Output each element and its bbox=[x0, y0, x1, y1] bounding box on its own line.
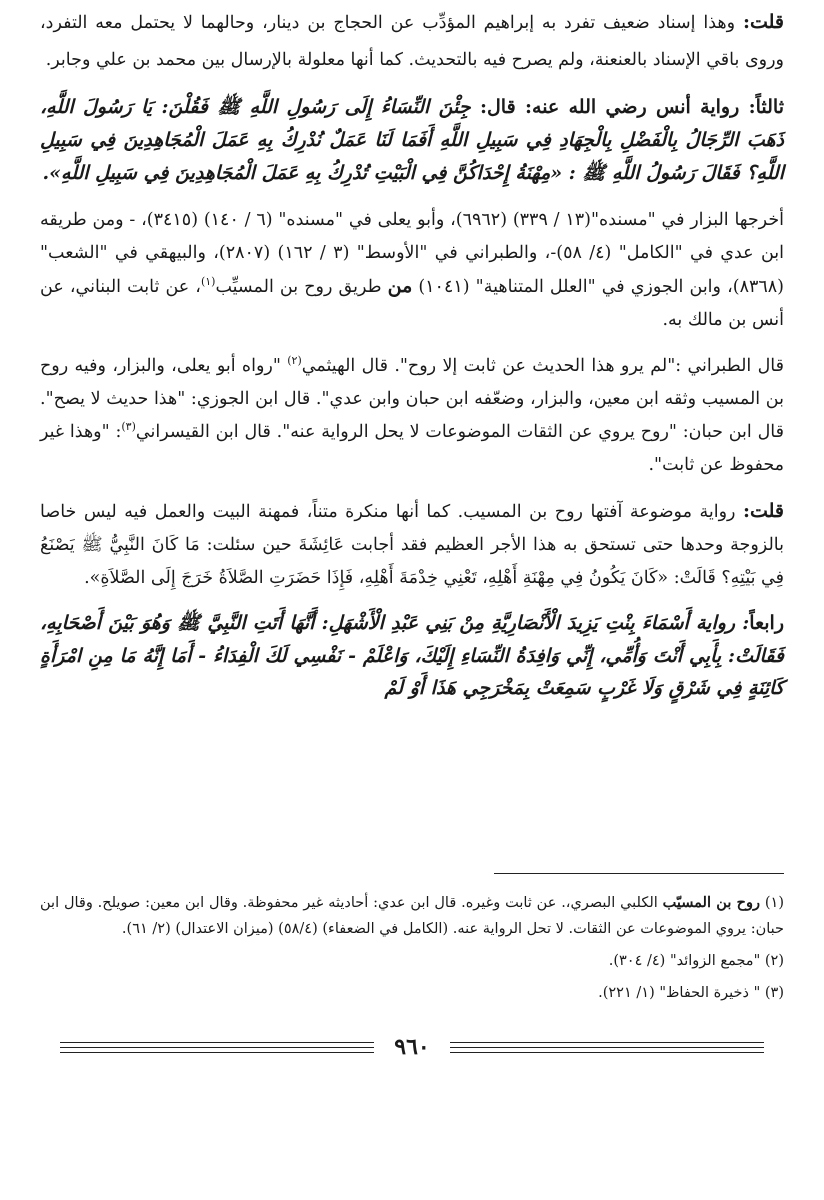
footnotes-section bbox=[40, 873, 784, 1012]
paragraph-text: وهذا إسناد ضعيف تفرد به إبراهيم المؤدِّب عن الحجاج بن دينار، وحالهما لا يحتمل معه التفرد، وروى باقي الإسناد بالعنعنة، ولم يصرح فيه بالتحديث. كما أنها معلولة بالإرسال بين محمد بن علي وجابر. bbox=[40, 13, 784, 70]
paragraph-text: "رواه أبو يعلى، والبزار، وفيه روح بن المسيب وثقه ابن معين، والبزار، وضعّفه ابن حبان وابن عدي". قال ابن الجوزي: "هذا حديث لا يصح". قال ابن حبان: "روح يروي عن الثقات الموضوعات لا يحل الرواية عنه". قال ابن القيسراني bbox=[40, 356, 784, 442]
paragraph-qult-2 bbox=[40, 495, 784, 595]
footnote-ref[interactable]: (٢) bbox=[287, 354, 302, 368]
footnote-ref[interactable]: (٣) bbox=[121, 420, 136, 434]
footnote-number: (١) bbox=[764, 895, 784, 911]
footnote-text: "مجمع الزوائد" (٤/ ٣٠٤). bbox=[608, 953, 765, 969]
footnote-subject: روح بن المسيّب bbox=[662, 894, 760, 911]
paragraph-rabian bbox=[40, 608, 784, 706]
page-number: ٩٦٠ bbox=[394, 1034, 430, 1060]
page-body bbox=[40, 4, 784, 719]
footer-rule-right bbox=[450, 1038, 764, 1057]
footnote-ref[interactable]: (١) bbox=[200, 275, 216, 289]
footnote-text: " ذخيرة الحفاظ" (١/ ٢٢١). bbox=[598, 985, 765, 1001]
paragraph-qult-1 bbox=[40, 4, 784, 78]
paragraph-lead: قلت: bbox=[742, 500, 784, 522]
footnote-number: (٣) bbox=[764, 985, 784, 1001]
paragraph-thalithan bbox=[40, 91, 784, 191]
footnote-2 bbox=[40, 948, 784, 974]
paragraph-intro: : رواية أنس رضي الله عنه: قال: bbox=[470, 96, 756, 118]
paragraph-bold-word: من bbox=[387, 275, 413, 297]
footnote-3 bbox=[40, 980, 784, 1006]
footnote-divider bbox=[494, 873, 784, 874]
page-footer bbox=[60, 1034, 764, 1060]
hadith-quote: جِئْنَ النِّسَاءُ إِلَى رَسُولِ اللَّهِ ﷺ فَقُلْنَ: يَا رَسُولَ اللَّهِ، ذَهَبَ الرِّجَالُ بِالْفَضْلِ بِالْجِهَادِ فِي سَبِيلِ اللَّهِ أَفَمَا لَنَا عَمَلٌ نُدْرِكُ بِهِ عَمَلَ الْمُجَاهِدِينَ فِي سَبِيلِ اللَّهِ؟ فَقَالَ رَسُولُ اللَّهِ ﷺ : «مِهْنَةُ إِحْدَاكُنَّ فِي الْبَيْتِ تُدْرِكُ بِهِ عَمَلَ الْمُجَاهِدِينَ فِي سَبِيلِ اللَّهِ». bbox=[40, 96, 784, 184]
paragraph-text: طريق روح بن المسيِّب bbox=[215, 277, 388, 297]
footnote-number: (٢) bbox=[764, 953, 784, 969]
paragraph-text: رواية موضوعة آفتها روح بن المسيب. كما أنها منكرة متناً، فمهنة البيت والعمل فيه ليس خاصا بالزوجة وحدها حتى تستحق به هذا الأجر العظيم فقد أجابت عَائِشَةَ حين سئلت: مَا كَانَ النَّبِيُّ ﷺ يَصْنَعُ فِي بَيْتِهِ؟ قَالَتْ: «كَانَ يَكُونُ فِي مِهْنَةِ أَهْلِهِ، تَعْنِي خِدْمَةَ أَهْلِهِ، فَإِذَا حَضَرَتِ الصَّلاَةُ خَرَجَ إِلَى الصَّلاَةِ». bbox=[40, 502, 784, 588]
paragraph-text: ، عن ثابت البناني، عن أنس بن مالك به. bbox=[40, 277, 784, 330]
paragraph-lead: ثالثاً bbox=[755, 96, 784, 118]
paragraph-aqwal bbox=[40, 350, 784, 482]
paragraph-text: أخرجها البزار في "مسنده"(١٣ / ٣٣٩) (٦٩٦٢)، وأبو يعلى في "مسنده" (٦ / ١٤٠) (٣٤١٥)، - ومن طريقه ابن عدي في "الكامل" (٤/ ٥٨)-، والطبراني في "الأوسط" (٣ / ١٦٢) (٢٨٠٧)، والبيهقي في "الشعب" (٨٣٦٨)، وابن الجوزي في "العلل المتناهية" (١٠٤١) bbox=[40, 210, 785, 297]
paragraph-lead: قلت: bbox=[742, 11, 784, 33]
paragraph-takhrij bbox=[40, 204, 784, 337]
footnote-1 bbox=[40, 890, 784, 942]
paragraph-lead: رابعاً bbox=[749, 612, 784, 634]
footer-rule-left bbox=[60, 1038, 374, 1057]
paragraph-text: قال الطبراني :"لم يرو هذا الحديث عن ثابت إلا روح". قال الهيثمي bbox=[301, 356, 784, 376]
hadith-quote: : رواية أَسْمَاءَ بِنْتِ يَزِيدَ الْأَنْصَارِيَّةِ مِنْ بَنِي عَبْدِ الْأَشْهَلِ: أَنَّهَا أَتَتِ النَّبِيَّ ﷺ وَهُوَ بَيْنَ أَصْحَابِهِ، فَقَالَتْ: بِأَبِي أَنْتَ وَأُمِّي، إِنِّي وَافِدَةُ النِّسَاءِ إِلَيْكَ، وَاعْلَمْ - نَفْسِي لَكَ الْفِدَاءُ - أَمَا إِنَّهُ مَا مِنِ امْرَأَةٍ كَائِنَةٍ فِي شَرْقٍ وَلَا غَرْبٍ سَمِعَتْ بِمَخْرَجِي هَذَا أَوْ لَمْ bbox=[40, 612, 784, 699]
paragraph-text: : "وهذا غير محفوظ عن ثابت". bbox=[40, 422, 784, 475]
footnote-text: الكلبي البصري،. عن ثابت وغيره. قال ابن عدي: أحاديثه غير محفوظة. وقال ابن معين: صويلح. وقال ابن حبان: يروي الموضوعات عن الثقات. لا تحل الرواية عنه. (الكامل في الضعفاء) (٥٨/٤) (ميزان الاعتدال) (٢/ ٦١). bbox=[40, 895, 784, 937]
